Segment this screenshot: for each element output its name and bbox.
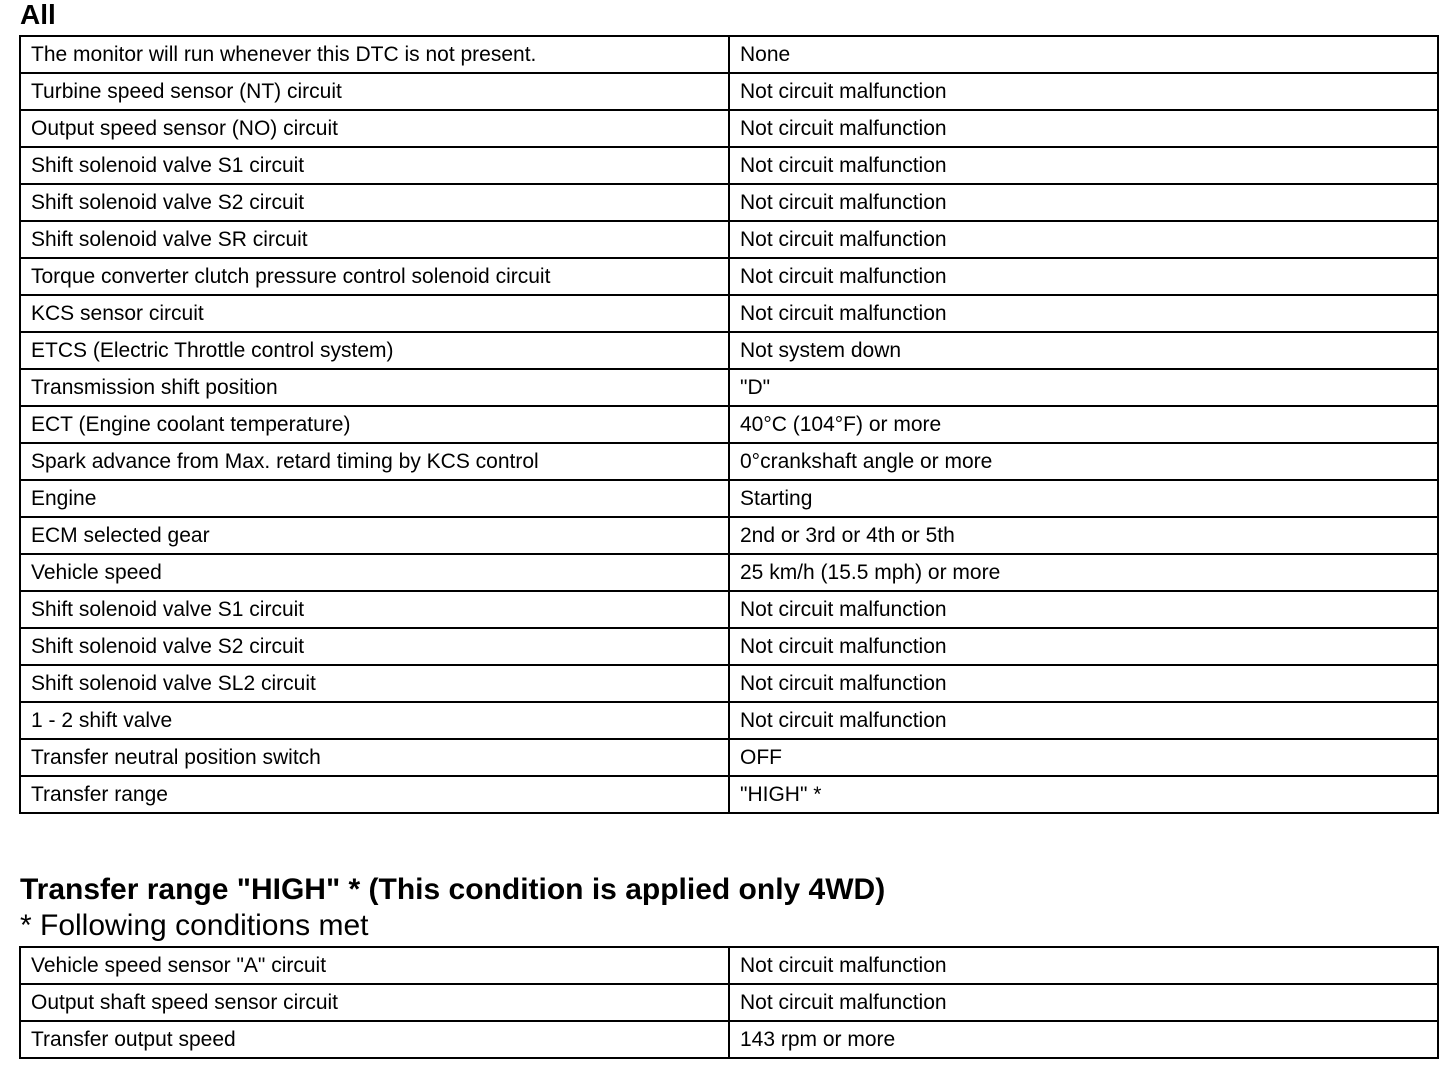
condition-cell: Vehicle speed sensor "A" circuit <box>20 947 729 984</box>
table-row <box>20 947 1438 984</box>
table-row <box>20 628 1438 665</box>
table-row <box>20 110 1438 147</box>
conditions-table-all <box>19 35 1439 814</box>
value-cell: 40°C (104°F) or more <box>729 406 1438 443</box>
table-row <box>20 665 1438 702</box>
condition-cell: The monitor will run whenever this DTC is not present. <box>20 36 729 73</box>
value-cell: Not circuit malfunction <box>729 591 1438 628</box>
table-row <box>20 73 1438 110</box>
table-row <box>20 332 1438 369</box>
table-row <box>20 776 1438 813</box>
value-cell: Not circuit malfunction <box>729 702 1438 739</box>
value-cell: 25 km/h (15.5 mph) or more <box>729 554 1438 591</box>
table-row <box>20 295 1438 332</box>
value-cell: Not circuit malfunction <box>729 665 1438 702</box>
table-row <box>20 591 1438 628</box>
condition-cell: Output shaft speed sensor circuit <box>20 984 729 1021</box>
value-cell: 2nd or 3rd or 4th or 5th <box>729 517 1438 554</box>
table-row <box>20 36 1438 73</box>
condition-cell: Transfer neutral position switch <box>20 739 729 776</box>
table-row <box>20 480 1438 517</box>
value-cell: 0°crankshaft angle or more <box>729 443 1438 480</box>
condition-cell: ECT (Engine coolant temperature) <box>20 406 729 443</box>
value-cell: Not circuit malfunction <box>729 221 1438 258</box>
condition-cell: Output speed sensor (NO) circuit <box>20 110 729 147</box>
table-row <box>20 984 1438 1021</box>
condition-cell: KCS sensor circuit <box>20 295 729 332</box>
table-row <box>20 517 1438 554</box>
value-cell: Not circuit malfunction <box>729 147 1438 184</box>
condition-cell: ETCS (Electric Throttle control system) <box>20 332 729 369</box>
condition-cell: Transfer range <box>20 776 729 813</box>
section-heading-all: All <box>20 0 56 30</box>
table-row <box>20 1021 1438 1058</box>
table-row <box>20 258 1438 295</box>
table-row <box>20 443 1438 480</box>
condition-cell: Shift solenoid valve S1 circuit <box>20 591 729 628</box>
condition-cell: Engine <box>20 480 729 517</box>
value-cell: Not circuit malfunction <box>729 295 1438 332</box>
value-cell: Starting <box>729 480 1438 517</box>
condition-cell: Shift solenoid valve SR circuit <box>20 221 729 258</box>
condition-cell: Vehicle speed <box>20 554 729 591</box>
table-row <box>20 221 1438 258</box>
section-heading-transfer: Transfer range "HIGH" * (This condition is applied only 4WD) <box>20 873 886 906</box>
table-row <box>20 369 1438 406</box>
value-cell: Not circuit malfunction <box>729 258 1438 295</box>
value-cell: "HIGH" * <box>729 776 1438 813</box>
section-subheading-transfer: * Following conditions met <box>20 909 369 942</box>
value-cell: Not circuit malfunction <box>729 184 1438 221</box>
condition-cell: ECM selected gear <box>20 517 729 554</box>
table-row <box>20 147 1438 184</box>
condition-cell: Shift solenoid valve S2 circuit <box>20 184 729 221</box>
condition-cell: Spark advance from Max. retard timing by KCS control <box>20 443 729 480</box>
value-cell: Not system down <box>729 332 1438 369</box>
condition-cell: Shift solenoid valve SL2 circuit <box>20 665 729 702</box>
condition-cell: Torque converter clutch pressure control solenoid circuit <box>20 258 729 295</box>
value-cell: Not circuit malfunction <box>729 73 1438 110</box>
condition-cell: Shift solenoid valve S1 circuit <box>20 147 729 184</box>
value-cell: OFF <box>729 739 1438 776</box>
value-cell: Not circuit malfunction <box>729 984 1438 1021</box>
table-row <box>20 739 1438 776</box>
table-row <box>20 554 1438 591</box>
condition-cell: 1 - 2 shift valve <box>20 702 729 739</box>
condition-cell: Transmission shift position <box>20 369 729 406</box>
conditions-table-transfer <box>19 946 1439 1059</box>
condition-cell: Transfer output speed <box>20 1021 729 1058</box>
condition-cell: Turbine speed sensor (NT) circuit <box>20 73 729 110</box>
table-row <box>20 702 1438 739</box>
value-cell: "D" <box>729 369 1438 406</box>
table-row <box>20 184 1438 221</box>
condition-cell: Shift solenoid valve S2 circuit <box>20 628 729 665</box>
value-cell: 143 rpm or more <box>729 1021 1438 1058</box>
value-cell: Not circuit malfunction <box>729 110 1438 147</box>
value-cell: None <box>729 36 1438 73</box>
value-cell: Not circuit malfunction <box>729 947 1438 984</box>
table-row <box>20 406 1438 443</box>
value-cell: Not circuit malfunction <box>729 628 1438 665</box>
